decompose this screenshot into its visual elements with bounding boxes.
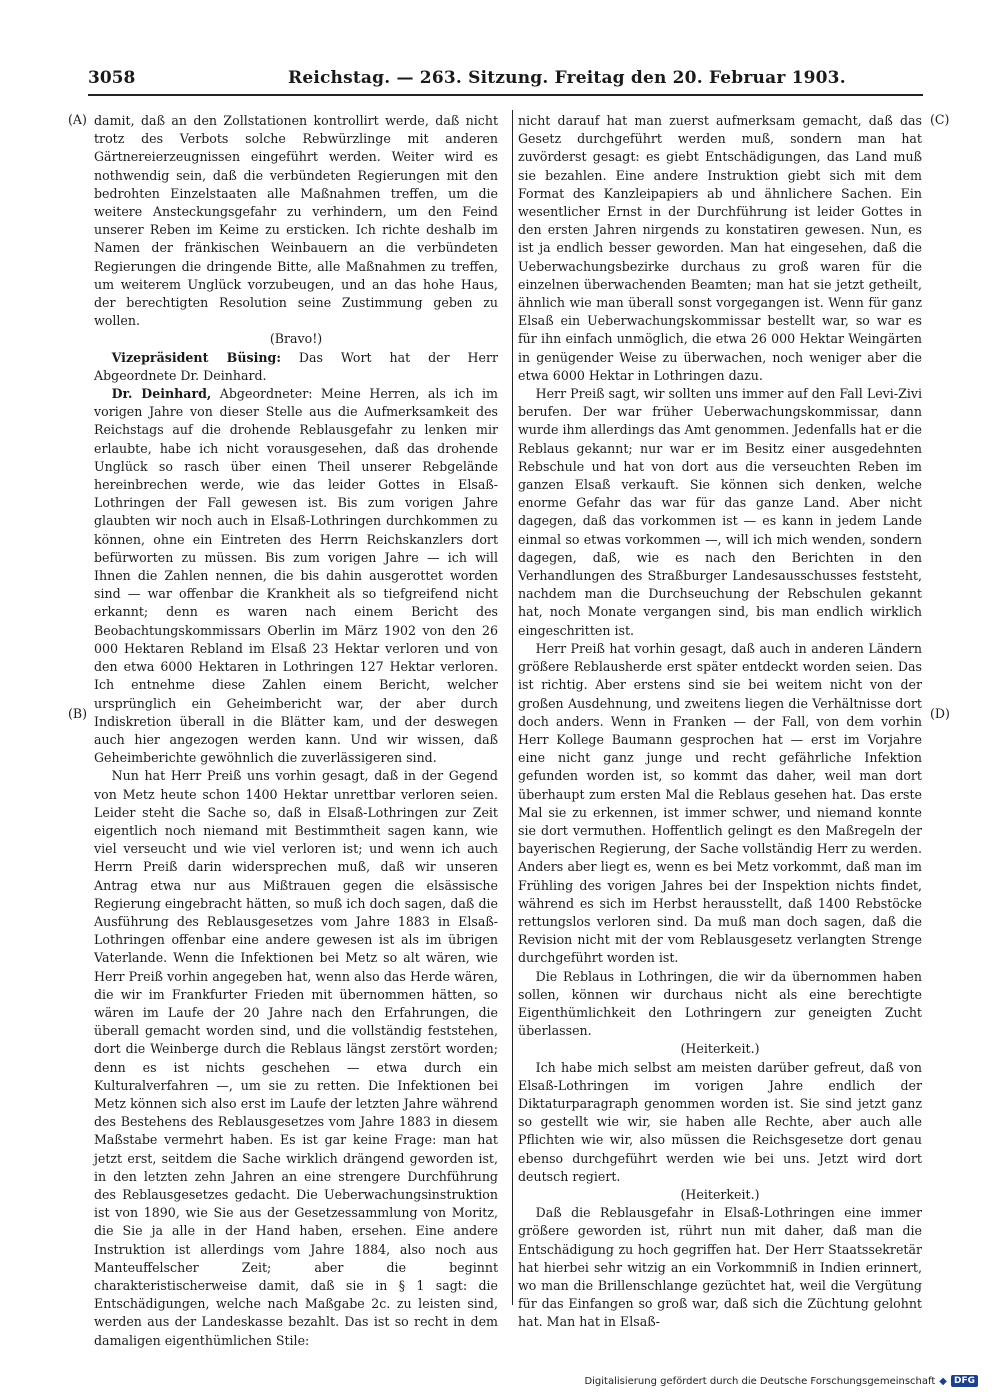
digitization-footer: [584, 1373, 978, 1389]
speaker-name: Vizepräsident Büsing:: [111, 349, 281, 365]
paragraph: Herr Preiß hat vorhin gesagt, daß auch in anderen Ländern größere Reblausherde erst später entdeckt worden seien. Das ist richtig. Aber erstens sind sie bei weitem nicht von der großen Ausdehnung, und zweitens liegen die Verhältnisse dort doch anders. Wenn in Franken — der Fall, von dem vorhin Herr Kollege Baumann gesprochen hat — erst im Vorjahre eine nicht ganz junge und recht gefährliche Infektion gefunden worden ist, so kommt das daher, weil man dort überhaupt zum ersten Mal die Reblaus gesehen hat. Das erste Mal sie zu erkennen, ist immer schwer, und niemand konnte sie dort vermuthen. Hoffentlich gelingt es den Maßregeln der bayerischen Regierung, der Sache vollständig Herr zu werden. Anders aber liegt es, wenn es bei Metz vorkommt, daß man im Frühling des vorigen Jahres bei der Inspektion nichts findet, während es sich im Herbst herausstellt, daß 1400 Rebstöcke rettungslos verloren sind. Da muß man doch sagen, daß die Revision nicht mit der vom Reblausgesetz verlangten Strenge durchgeführt worden ist.: [518, 640, 922, 966]
margin-marker-a: (A): [68, 112, 87, 127]
page-header: [88, 64, 923, 96]
right-column: [518, 112, 922, 1332]
left-column: [94, 112, 498, 1350]
paragraph: Die Reblaus in Lothringen, die wir da übernommen haben sollen, können wir durchaus nicht als eine berechtigte Eigenthümlichkeit den Lothringern zur geneigten Zucht überlassen.: [518, 968, 922, 1039]
footer-text: Digitalisierung gefördert durch die Deutsche Forschungsgemeinschaft: [584, 1375, 936, 1387]
column-divider: [512, 110, 513, 1305]
paragraph: Ich habe mich selbst am meisten darüber gefreut, daß von Elsaß-Lothringen im vorigen Jahre endlich der Diktaturparagraph genommen worden ist. Sie sind jetzt ganz so gestellt wie wir, sie haben alle Rechte, aber auch alle Pflichten wie wir, also müssen die Reichsgesetze dort genau ebenso durchgeführt werden wie bei uns. Jetzt wird dort deutsch regiert.: [518, 1059, 922, 1184]
margin-marker-c: (C): [930, 112, 950, 127]
page-number: 3058: [88, 68, 136, 88]
margin-marker-b: (B): [68, 706, 88, 721]
dfg-logo: DFG: [951, 1375, 978, 1387]
interjection: (Bravo!): [269, 331, 323, 347]
speech-text: Das Wort hat der Herr Abgeordnete Dr. Deinhard.: [94, 349, 499, 383]
paragraph: [94, 349, 498, 385]
margin-marker-d: (D): [930, 706, 950, 721]
running-title: Reichstag. — 263. Sitzung. Freitag den 20. Februar 1903.: [288, 68, 846, 88]
paragraph: Daß die Reblausgefahr in Elsaß-Lothringen eine immer größere geworden ist, rührt nun mit daher, daß man die Entschädigung zu hoch gegriffen hat. Der Herr Staatssekretär hat hierbei sehr witzig an ein Vorkommniß in Indien erinnert, wo man die Brillenschlange gezüchtet hat, weil die Vergütung für das Einfangen so groß war, daß sich die Züchtung gelohnt hat. Man hat in Elsaß-: [518, 1205, 922, 1330]
interjection: (Heiterkeit.): [680, 1186, 760, 1202]
paragraph: nicht darauf hat man zuerst aufmerksam gemacht, daß das Gesetz durchgeführt werden muß, sondern man hat zuvörderst gesagt: es giebt Entschädigungen, das Land muß sie bezahlen. Eine andere Instruktion giebt sich mit dem Format des Kanzleipapiers ab und ähnlichere Sachen. Ein wesentlicher Ernst in der Durchführung ist leider Gottes in den ersten Jahren nirgends zu konstatiren gewesen. Nun, es ist ja endlich besser geworden. Man hat eingesehen, daß die Ueberwachungsbezirke durchaus zu groß waren für die einzelnen überwachenden Beamten; man hat sie jetzt getheilt, ähnlich wie man überall sonst vorgegangen ist. Wenn für ganz Elsaß ein Ueberwachungskommissar bestellt war, so war es für ihn einfach unmöglich, die etwa 26 000 Hektar Weingärten in genügender Weise zu überwachen, noch weniger aber die etwa 6000 Hektar in Lothringen dazu.: [518, 113, 922, 383]
paragraph: Nun hat Herr Preiß uns vorhin gesagt, daß in der Gegend von Metz heute schon 1400 Hektar unrettbar verloren seien. Leider steht die Sache so, daß in Elsaß-Lothringen zur Zeit eigentlich noch niemand mit Bestimmtheit sagen kann, wie viel verseucht und wie viel verloren ist; und wenn ich auch Herrn Preiß darin widersprechen muß, daß wir unseren Antrag etwa nur aus Mißtrauen gegen die elsässische Regierung eingebracht hätten, so muß ich doch sagen, daß die Ausführung des Reblausgesetzes vom Jahre 1883 in Elsaß-Lothringen offenbar eine andere gewesen ist als im übrigen Vaterlande. Wenn die Infektionen bei Metz so alt wären, wie Herr Preiß vorhin angegeben hat, wenn also das Herde wären, die wir im Frankfurter Frieden mit übernommen hätten, so wären im Laufe der 20 Jahre nach den Erfahrungen, die überall gemacht worden sind, und die vollständig feststehen, dort die Weinberge durch die Reblaus längst zerstört worden; denn es ist nichts geschehen — etwa durch ein Kulturalverfahren —, um sie zu retten. Die Infektionen bei Metz können sich also erst im Laufe der letzten Jahre während des Bestehens des Reblausgesetzes vom Jahre 1883 in diesem Maßstabe vermehrt haben. Es ist gar keine Frage: man hat jetzt erst, seitdem die Sache wirklich drängend geworden ist, in den letzten zehn Jahren an eine strengere Durchführung des Reblausgesetzes gedacht. Die Ueberwachungsinstruktion ist von 1890, wie Sie aus der Gesetzessammlung von Moritz, die Sie ja alle in der Hand haben, ersehen. Eine andere Instruktion ist allerdings vom Jahre 1884, also noch aus Manteuffelscher Zeit; aber die beginnt charakteristischerweise damit, daß sie in § 1 sagt: die Entschädigungen, welche nach Maßgabe 2c. zu leisten sind, werden aus der Landeskasse bezahlt. Das ist so recht in dem damaligen eigenthümlichen Stile:: [94, 768, 498, 1348]
dfg-logo-icon: ◆: [939, 1375, 947, 1387]
speech-text: Abgeordneter: Meine Herren, als ich im vorigen Jahre von dieser Stelle aus die Aufmerksamkeit des Reichstags auf die drohende Reblausgefahr zu lenken mir erlaubte, habe ich nicht vorausgesehen, daß das drohende Unglück so rasch über einen Theil unserer Rebgelände hereinbrechen werde, wie das leider Gottes in Elsaß-Lothringen der Fall gewesen ist. Bis zum vorigen Jahre glaubten wir noch auch in Elsaß-Lothringen durchkommen zu können, ohne ein Eintreten des Herrn Reichskanzlers dort befürworten zu müssen. Bis zum vorigen Jahre — ich will Ihnen die Zahlen nennen, die bis dahin ausgerottet worden sind — war offenbar die Krankheit als so tiefgreifend nicht erkannt; denn es waren nach einem Bericht des Beobachtungskommissars Oberlin im März 1902 von den 26 000 Hektaren Rebland im Elsaß 23 Hektar verloren und von den etwa 6000 Hektaren in Lothringen 127 Hektar verloren. Ich entnehme diese Zahlen einem Bericht, welcher ursprünglich ein Geheimbericht war, der aber durch Indiskretion überall in die Blätter kam, und der deswegen auch hier angezogen werden kann. Und wir wissen, daß Geheimberichte gewöhnlich die zuverlässigeren sind.: [94, 386, 499, 766]
paragraph: damit, daß an den Zollstationen kontrollirt werde, daß nicht trotz des Verbots solche Rebwürzlinge mit anderen Gärtnereierzeugnissen eingeführt werden. Weiter wird es nothwendig sein, daß die verbündeten Regierungen mit den bedrohten Einzelstaaten alle Maßnahmen treffen, um die weitere Ansteckungsgefahr zu verhindern, um den Feind unserer Reben im Keime zu ersticken. Ich richte deshalb im Namen der fränkischen Weinbauern an die verbündeten Regierungen die dringende Bitte, alle Maßnahmen zu treffen, um weiterem Unglück vorzubeugen, und an das hohe Haus, der berechtigten Resolution seine Zustimmung geben zu wollen.: [94, 113, 498, 329]
paragraph: Herr Preiß sagt, wir sollten uns immer auf den Fall Levi-Zivi berufen. Der war früher Ueberwachungskommissar, dann wurde ihm allerdings das Amt genommen. Jedenfalls hat er die Reblaus gekannt; nur war er im Besitz einer ausgedehnten Rebschule und hat von dort aus die verseuchten Reben im ganzen Elsaß verkauft. Sie können sich denken, welche enorme Gefahr das war für das ganze Land. Aber nicht dagegen, daß das vorkommen ist — es kann in jedem Lande einmal so etwas vorkommen —, will ich mich wenden, sondern dagegen, daß, wie es nach den Berichten in den Verhandlungen des Straßburger Landesausschusses feststeht, nachdem man die Durchseuchung der Rebschulen gekannt hat, noch Monate vergangen sind, bis man endlich wirklich eingeschritten ist.: [518, 386, 922, 638]
interjection: (Heiterkeit.): [680, 1041, 760, 1057]
paragraph: [94, 385, 498, 767]
speaker-name: Dr. Deinhard,: [111, 386, 212, 402]
